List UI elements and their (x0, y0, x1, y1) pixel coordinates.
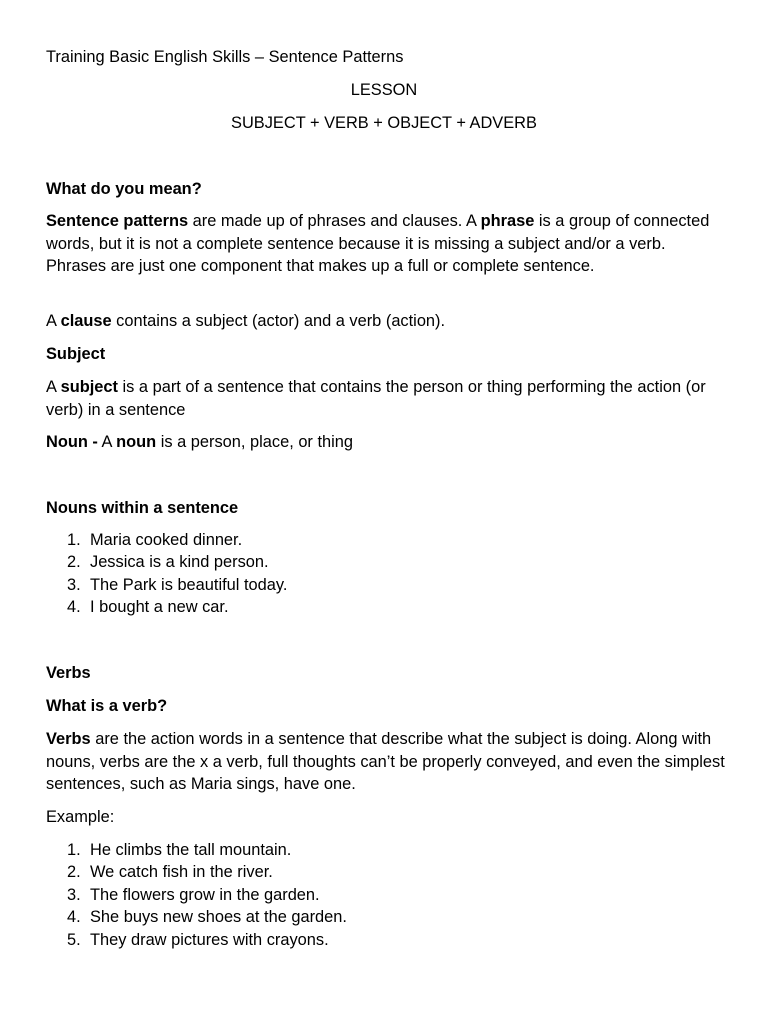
list-item (46, 839, 726, 861)
text-span: is a group of connected words, but it is not a complete sentence because it is missing a subject and/or a verb. Phrases are just one component that makes up a full or complete sentence. (46, 212, 710, 275)
list-text: I bought a new car. (90, 598, 229, 617)
list-item (46, 906, 726, 928)
pattern-formula: SUBJECT + VERB + OBJECT + ADVERB (231, 114, 537, 132)
term-verbs: Verbs (46, 730, 91, 748)
text-span: is a part of a sentence that contains the person or thing performing the action (or verb) in a sentence (46, 378, 706, 419)
paragraph-subject (46, 376, 726, 421)
heading-text: Subject (46, 345, 106, 363)
lesson-label: LESSON (350, 81, 418, 99)
text-span: are made up of phrases and clauses. A (188, 212, 481, 230)
term-noun: noun (116, 433, 157, 451)
list-item (46, 551, 726, 573)
text-span: are the action words in a sentence that describe what the subject is doing. Along with nouns, verbs are the x a verb, full thoughts can’t be properly conveyed, and even the simplest sentences, such as Maria sings, have one. (46, 730, 725, 793)
list-item (46, 884, 726, 906)
list-text: He climbs the tall mountain. (90, 841, 292, 859)
heading-text: What do you mean? (46, 180, 202, 198)
paragraph-sentence-patterns (46, 210, 726, 278)
noun-examples-list (46, 529, 726, 619)
paragraph-clause (46, 310, 726, 333)
heading-text: Nouns within a sentence (46, 499, 239, 517)
list-number: 2. (67, 863, 81, 882)
list-number: 4. (67, 908, 81, 927)
list-text: The flowers grow in the garden. (90, 885, 320, 904)
document-title: Training Basic English Skills – Sentence Patterns (46, 48, 404, 66)
list-number: 2. (67, 553, 81, 572)
list-text: The Park is beautiful today. (90, 575, 288, 594)
list-number: 1. (67, 531, 81, 549)
paragraph-verbs (46, 728, 726, 796)
text-span: A (46, 378, 61, 396)
heading-text: Verbs (46, 664, 91, 682)
list-item (46, 574, 726, 596)
verb-examples-list (46, 839, 726, 951)
list-text: Jessica is a kind person. (90, 553, 269, 572)
text-span: A (97, 433, 117, 451)
list-number: 3. (67, 885, 81, 904)
term-clause: clause (60, 312, 112, 330)
term-phrase: phrase (480, 212, 535, 230)
list-text: Maria cooked dinner. (90, 531, 243, 549)
text-span: contains a subject (actor) and a verb (action). (111, 312, 446, 330)
term-sentence-patterns: Sentence patterns (46, 212, 189, 230)
paragraph-noun-definition (46, 431, 726, 454)
example-label: Example: (46, 808, 115, 826)
heading-subject (46, 343, 726, 366)
text-span: A (46, 312, 61, 330)
heading-nouns-within-sentence (46, 497, 726, 520)
list-item (46, 529, 726, 551)
list-number: 3. (67, 575, 81, 594)
list-item (46, 861, 726, 883)
heading-what-is-a-verb (46, 695, 726, 718)
list-text: She buys new shoes at the garden. (90, 908, 347, 927)
list-number: 4. (67, 598, 81, 617)
heading-text: What is a verb? (46, 697, 168, 715)
text-span: is a person, place, or thing (156, 433, 353, 451)
list-text: They draw pictures with crayons. (90, 930, 329, 949)
heading-what-do-you-mean (46, 178, 726, 201)
heading-verbs (46, 662, 726, 685)
term-noun-label: Noun - (46, 433, 98, 451)
list-number: 5. (67, 930, 81, 949)
list-text: We catch fish in the river. (90, 863, 273, 882)
term-subject: subject (60, 378, 118, 396)
list-item (46, 596, 726, 618)
list-item (46, 929, 726, 951)
list-number: 1. (67, 841, 81, 859)
